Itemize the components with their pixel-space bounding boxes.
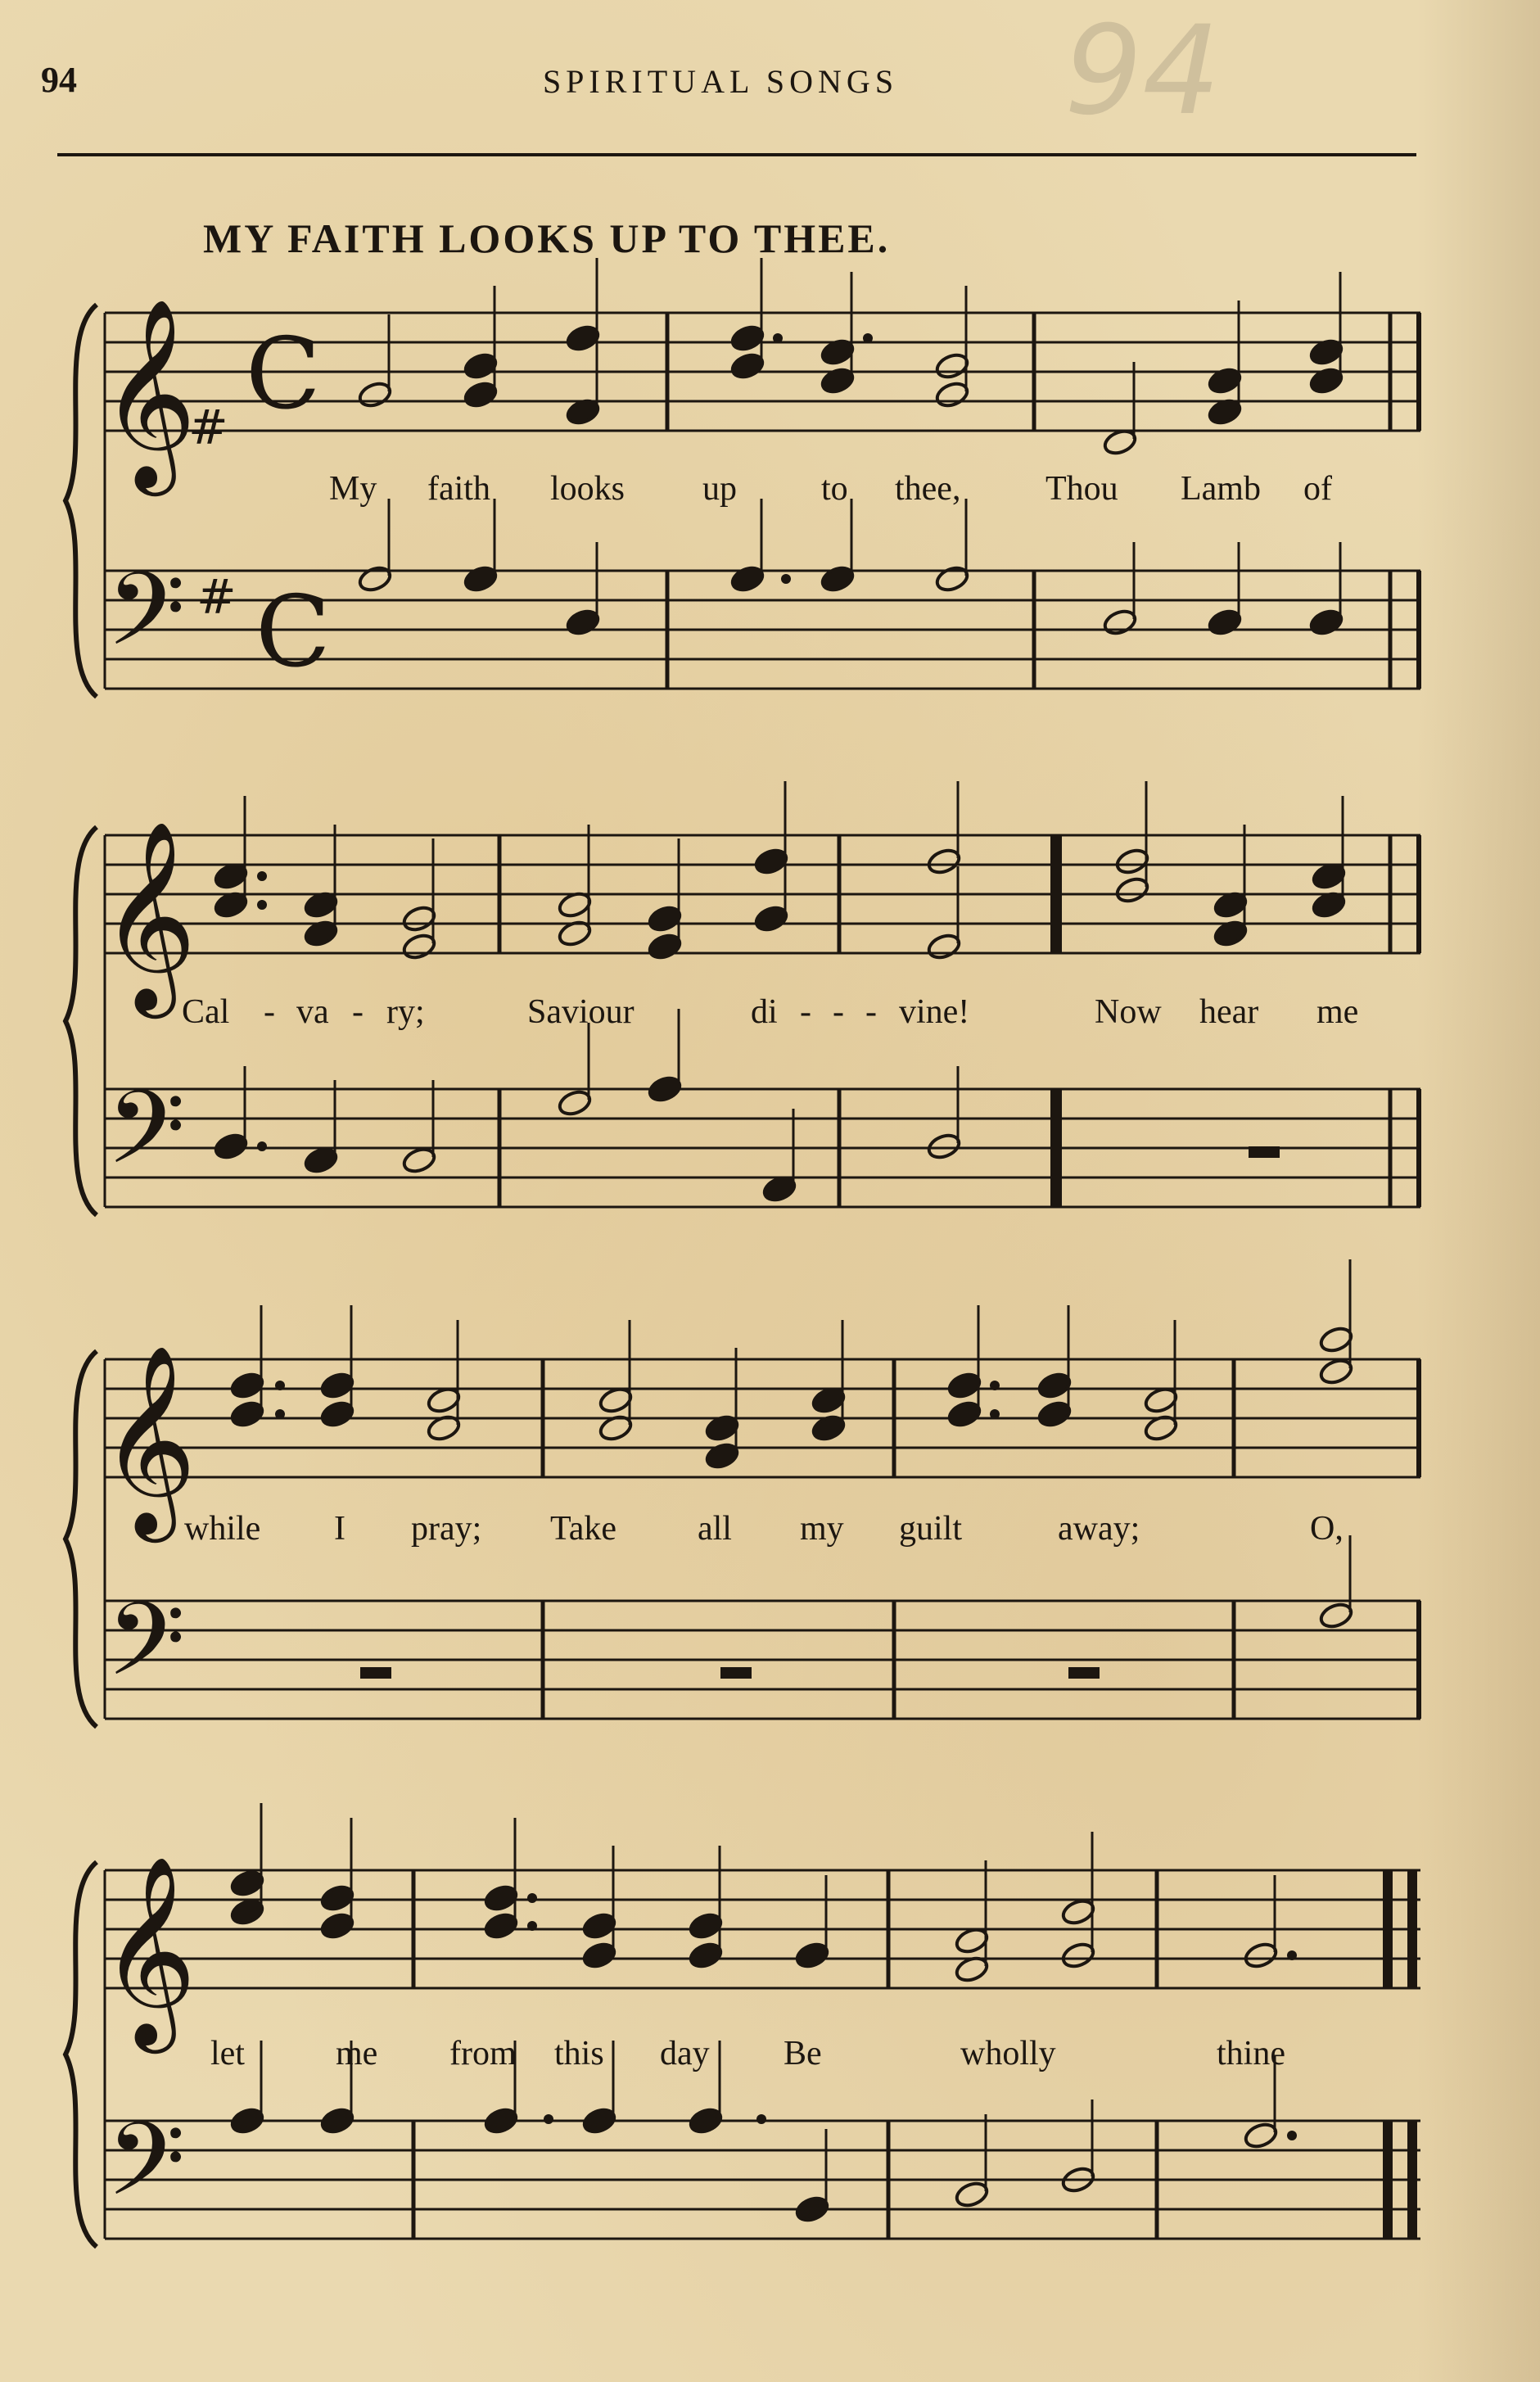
note-head bbox=[401, 904, 437, 933]
note-head bbox=[820, 564, 856, 594]
bass-clef: 𝄢 bbox=[106, 551, 186, 694]
note-head bbox=[1036, 1371, 1073, 1400]
note-head bbox=[483, 2106, 519, 2136]
note-head bbox=[1243, 2121, 1279, 2150]
note-head bbox=[934, 564, 970, 594]
lyric-hyphen: - bbox=[800, 993, 811, 1031]
lyric-syllable: vine! bbox=[899, 993, 970, 1031]
note-head bbox=[213, 1132, 249, 1161]
note-head bbox=[934, 380, 970, 409]
note-head bbox=[647, 904, 683, 933]
note-head bbox=[319, 1371, 355, 1400]
treble-clef: 𝄞 bbox=[100, 1855, 197, 2045]
note-head bbox=[794, 1941, 830, 1970]
common-time-sign: C bbox=[246, 318, 321, 432]
note-head bbox=[1318, 1357, 1354, 1386]
note-head bbox=[483, 1911, 519, 1941]
augmentation-dot bbox=[1287, 1950, 1297, 1960]
note-head bbox=[229, 1869, 265, 1898]
bass-clef: 𝄢 bbox=[106, 1069, 186, 1212]
lyric-syllable: faith bbox=[427, 470, 490, 508]
note-head bbox=[926, 847, 962, 876]
augmentation-dot bbox=[990, 1409, 1000, 1419]
lyric-syllable: va bbox=[296, 993, 329, 1031]
rest bbox=[360, 1667, 391, 1679]
lyric-hyphen: - bbox=[264, 993, 275, 1031]
note-head bbox=[1114, 847, 1150, 876]
lyric-syllable: wholly bbox=[960, 2035, 1056, 2072]
lyric-syllable: Saviour bbox=[527, 993, 635, 1031]
augmentation-dot bbox=[257, 871, 267, 881]
note-head bbox=[1060, 1941, 1096, 1970]
note-head bbox=[688, 1941, 724, 1970]
lyric-hyphen: - bbox=[833, 993, 844, 1031]
note-head bbox=[229, 1371, 265, 1400]
lyric-syllable: ry; bbox=[386, 993, 425, 1031]
note-head bbox=[926, 932, 962, 961]
common-time-sign: C bbox=[255, 576, 331, 689]
lyric-syllable: Take bbox=[550, 1510, 617, 1548]
page-number: 94 bbox=[41, 60, 77, 100]
note-head bbox=[729, 323, 765, 353]
rest bbox=[720, 1667, 752, 1679]
lyric-syllable: let bbox=[210, 2035, 245, 2072]
lyric-syllable: this bbox=[554, 2035, 604, 2072]
lyric-syllable: Lamb bbox=[1181, 470, 1261, 508]
treble-clef: 𝄞 bbox=[100, 1344, 197, 1535]
note-head bbox=[229, 1399, 265, 1429]
augmentation-dot bbox=[1287, 2131, 1297, 2140]
lyric-syllable: Cal bbox=[182, 993, 230, 1031]
lyric-syllable: di bbox=[751, 993, 778, 1031]
augmentation-dot bbox=[863, 333, 873, 343]
note-head bbox=[926, 1132, 962, 1161]
lyric-syllable: hear bbox=[1199, 993, 1259, 1031]
note-head bbox=[934, 351, 970, 381]
note-head bbox=[581, 1911, 617, 1941]
note-head bbox=[557, 1088, 593, 1118]
note-head bbox=[401, 1146, 437, 1175]
lyric-syllable: all bbox=[698, 1510, 732, 1548]
augmentation-dot bbox=[544, 2114, 553, 2124]
note-head bbox=[1243, 1941, 1279, 1970]
treble-clef: 𝄞 bbox=[100, 297, 197, 488]
lyric-syllable: guilt bbox=[899, 1510, 963, 1548]
lyric-syllable: Be bbox=[784, 2035, 822, 2072]
note-head bbox=[357, 380, 393, 409]
note-head bbox=[688, 2106, 724, 2136]
sharp-sign: # bbox=[188, 400, 228, 455]
note-head bbox=[704, 1441, 740, 1471]
lyric-syllable: me bbox=[1316, 993, 1359, 1031]
lyric-syllable: thine bbox=[1217, 2035, 1285, 2072]
note-head bbox=[581, 1941, 617, 1970]
note-head bbox=[565, 323, 601, 353]
rest bbox=[1068, 1667, 1100, 1679]
augmentation-dot bbox=[773, 333, 783, 343]
lyric-syllable: looks bbox=[550, 470, 625, 508]
note-head bbox=[1318, 1325, 1354, 1354]
note-head bbox=[463, 564, 499, 594]
note-head bbox=[565, 608, 601, 637]
note-head bbox=[647, 932, 683, 961]
running-head: SPIRITUAL SONGS bbox=[542, 63, 899, 100]
lyric-syllable: I bbox=[334, 1510, 345, 1548]
lyric-syllable: Now bbox=[1095, 993, 1162, 1031]
lyric-syllable: My bbox=[329, 470, 377, 508]
augmentation-dot bbox=[275, 1409, 285, 1419]
note-head bbox=[463, 380, 499, 409]
note-head bbox=[1308, 608, 1344, 637]
note-head bbox=[1036, 1399, 1073, 1429]
note-head bbox=[1060, 1897, 1096, 1927]
note-head bbox=[401, 932, 437, 961]
note-head bbox=[946, 1399, 982, 1429]
lyric-syllable: up bbox=[702, 470, 737, 508]
note-head bbox=[954, 2180, 990, 2209]
lyric-syllable: pray; bbox=[411, 1510, 482, 1548]
lyric-syllable: Thou bbox=[1045, 470, 1118, 508]
note-head bbox=[303, 1146, 339, 1175]
note-head bbox=[729, 351, 765, 381]
lyric-syllable: thee, bbox=[895, 470, 961, 508]
treble-clef: 𝄞 bbox=[100, 820, 197, 1010]
sharp-sign: # bbox=[196, 569, 237, 625]
augmentation-dot bbox=[781, 574, 791, 584]
note-head bbox=[1308, 366, 1344, 395]
brace bbox=[65, 1351, 97, 1727]
note-head bbox=[319, 1883, 355, 1913]
note-head bbox=[753, 904, 789, 933]
note-head bbox=[1318, 1601, 1354, 1630]
lyric-syllable: away; bbox=[1058, 1510, 1140, 1548]
note-head bbox=[753, 847, 789, 876]
note-head bbox=[229, 2106, 265, 2136]
note-head bbox=[794, 2194, 830, 2224]
note-head bbox=[357, 564, 393, 594]
augmentation-dot bbox=[990, 1381, 1000, 1390]
note-head bbox=[729, 564, 765, 594]
note-head bbox=[229, 1897, 265, 1927]
note-head bbox=[319, 1911, 355, 1941]
note-head bbox=[581, 2106, 617, 2136]
lyric-syllable: of bbox=[1303, 470, 1332, 508]
lyric-syllable: O, bbox=[1310, 1510, 1344, 1548]
note-head bbox=[463, 351, 499, 381]
lyric-hyphen: - bbox=[865, 993, 877, 1031]
lyric-syllable: day bbox=[660, 2035, 710, 2072]
lyric-syllable: me bbox=[336, 2035, 378, 2072]
augmentation-dot bbox=[257, 1141, 267, 1151]
song-title: MY FAITH LOOKS UP TO THEE. bbox=[203, 215, 891, 261]
brace bbox=[65, 827, 97, 1215]
augmentation-dot bbox=[527, 1921, 537, 1931]
note-head bbox=[319, 2106, 355, 2136]
note-head bbox=[1207, 608, 1243, 637]
lyric-hyphen: - bbox=[352, 993, 364, 1031]
note-head bbox=[946, 1371, 982, 1400]
augmentation-dot bbox=[257, 900, 267, 910]
lyric-syllable: while bbox=[184, 1510, 261, 1548]
augmentation-dot bbox=[275, 1381, 285, 1390]
augmentation-dot bbox=[527, 1893, 537, 1903]
augmentation-dot bbox=[756, 2114, 766, 2124]
note-head bbox=[688, 1911, 724, 1941]
bass-clef: 𝄢 bbox=[106, 1581, 186, 1724]
note-head bbox=[483, 1883, 519, 1913]
note-head bbox=[647, 1074, 683, 1104]
pencil-page-note: 94 bbox=[1064, 0, 1221, 142]
rest bbox=[1249, 1146, 1280, 1158]
lyric-syllable: my bbox=[800, 1510, 844, 1548]
note-head bbox=[1102, 608, 1138, 637]
bass-clef: 𝄢 bbox=[106, 2101, 186, 2244]
lyric-syllable: to bbox=[821, 470, 848, 508]
lyric-syllable: from bbox=[449, 2035, 517, 2072]
note-head bbox=[820, 366, 856, 395]
note-head bbox=[1114, 875, 1150, 905]
brace bbox=[65, 305, 97, 697]
brace bbox=[65, 1862, 97, 2247]
note-head bbox=[319, 1399, 355, 1429]
note-head bbox=[1207, 366, 1243, 395]
